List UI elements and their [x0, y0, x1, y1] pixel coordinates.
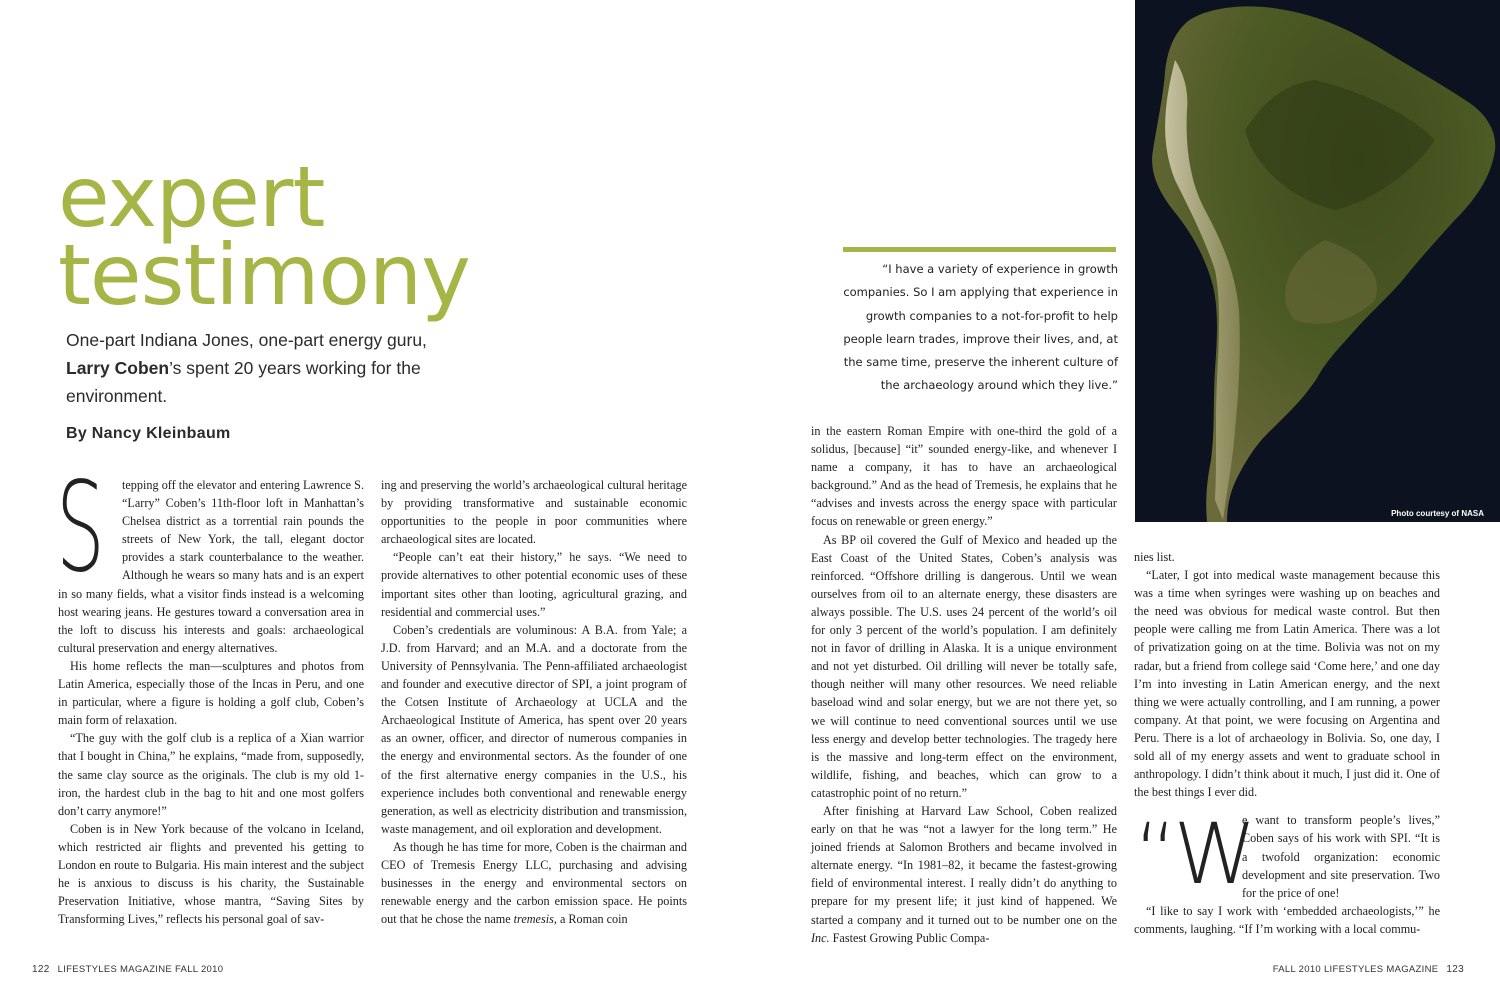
footer-text: LIFESTYLES MAGAZINE FALL 2010	[57, 964, 224, 975]
page-number: 123	[1446, 964, 1464, 975]
paragraph: “W e want to transform people’s lives,” Coben says of his work with SPI. “It is a twofold organization: economic development and site preservation. Two for the price of one!	[1134, 805, 1440, 904]
drop-cap-quote: “W	[1134, 805, 1253, 904]
paragraph: Coben is in New York because of the volcano in Iceland, which restricted air flights and prevented his getting to London en route to Bulgaria. His main interest and the subject he is anxious to discuss is his charity, the Sustainable Preservation Initiative, whose mantra, “Saving Sites by Transforming Lives,” reflects his personal goal of sav-	[58, 821, 364, 927]
footer-right	[1273, 964, 1464, 975]
footer-text: FALL 2010 LIFESTYLES MAGAZINE	[1272, 964, 1439, 975]
paragraph: As though he has time for more, Coben is the chairman and CEO of Tremesis Energy LLC, purchasing and advising businesses in the energy and environmental sectors on renewable energy and the carbon emission space. He points out that he chose the name tremesis, a Roman coin	[381, 839, 687, 927]
south-america-satellite-photo	[1135, 0, 1500, 522]
paragraph: in the eastern Roman Empire with one-third the gold of a solidus, [because] “it” sounded energy-like, and whenever I name a company, it has to have an archaeological background.” And as the head of Tremesis, he explains that he “advises and invests across the energy space with particular focus on renewable or green energy.”	[811, 424, 1117, 529]
deck-subtitle: One-part Indiana Jones, one-part energy guru, Larry Coben’s spent 20 years working for the environment.	[66, 330, 427, 406]
headline-line-1: expert	[58, 148, 325, 246]
page-number: 122	[32, 964, 50, 975]
paragraph: “The guy with the golf club is a replica of a Xian warrior that I bought in China,” he explains, “made from, supposedly, the same clay source as the originals. The club is my old 1-iron, the hardest club in the bag to hit and one most golfers don’t carry anymore!”	[58, 731, 364, 818]
paragraph: His home reflects the man—sculptures and photos from Latin America, especially those of the Incas in Peru, and one in particular, where a figure is holding a golf club, Coben’s main form of relaxation.	[58, 658, 364, 728]
article-column-3	[811, 422, 1117, 947]
headline	[58, 148, 470, 324]
pull-quote: “I have a variety of experience in growth companies. So I am applying that experience in growth companies to a not-for-profit to help people learn trades, improve their lives, and, at the same time, preserve the inherent culture of the archaeology around which they live.”	[843, 262, 1118, 393]
deck-name: Larry Coben	[66, 358, 170, 378]
drop-cap: S	[56, 456, 105, 600]
headline-line-2: testimony	[58, 226, 470, 324]
article-column-1	[56, 456, 364, 928]
article-column-2	[381, 476, 687, 928]
article-column-4	[1134, 548, 1440, 938]
footer-left	[32, 964, 223, 975]
south-america-map-image	[1135, 0, 1500, 522]
byline: By Nancy Kleinbaum	[66, 425, 231, 442]
paragraph: After finishing at Harvard Law School, Coben realized early on that he was “not a lawyer for the long term.” He joined friends at Salomon Brothers and became involved in alternate energy. “In 1981–82, it became the fastest-growing field of environmental interest. I really didn’t do anything to prepare for my present life; it just kind of happened. We started a company and it turned out to be number one on the Inc. Fastest Growing Public Compa-	[811, 803, 1117, 945]
paragraph: As BP oil covered the Gulf of Mexico and headed up the East Coast of the United States, Coben’s analysis was reinforced. “Offshore drilling is dangerous. Until we wean ourselves from oil to an alternate energy, these disasters are always possible. The U.S. uses 24 percent of the world’s oil for only 3 percent of the world’s population. I am definitely not in favor of drilling in Alaska. It is a unique environment and not yet disturbed. Oil drilling will never be totally safe, though neither will many other resources. We need reliable baseload wind and solar energy, but we are not there yet, so we will continue to need conventional sources until we use less energy and develop better technologies. The tragedy here is the massive and long-term effect on the environment, wildlife, fishing, and beaches, which can grow to a catastrophic point of no return.”	[811, 532, 1117, 800]
pull-quote-rule	[843, 247, 1116, 252]
paragraph: nies list.	[1134, 550, 1175, 564]
paragraph: “I like to say I work with ‘embedded archaeologists,’” he comments, laughing. “If I’m working with a local commu-	[1134, 903, 1440, 936]
paragraph: “People can’t eat their history,” he says. “We need to provide alternatives to other potential economic uses of these important sites other than looting, agricultural grazing, and residential and commercial uses.”	[381, 550, 687, 619]
paragraph: “Later, I got into medical waste management because this was a time when syringes were washing up on beaches and the need was obvious for medical waste control. But then people were calling me from Latin America. There was a lot of privatization going on at the time. Bolivia was not on my radar, but a friend from college said ‘Come here,’ and one day I’m into investing in Latin American energy, and the next thing we were actually controlling, and I am running, a power company. At that point, we were focusing on Argentina and Peru. There is a lot of archaeology in Bolivia. So, one day, I sold all of my energy assets and went to graduate school in anthropology. I didn’t think about it much, I just did it. One of the best things I ever did.	[1134, 568, 1440, 800]
photo-credit: Photo courtesy of NASA	[1391, 509, 1484, 518]
paragraph: Coben’s credentials are voluminous: A B.A. from Yale; a J.D. from Harvard; and an M.A. and a doctorate from the University of Pennsylvania. The Penn-affiliated archaeologist and founder and executive director of SPI, a joint program of the Cotsen Institute of Archaeology at UCLA and the Archaeological Institute of America, has spent over 20 years as an owner, officer, and director of numerous companies in the energy and environmental sectors. As the founder of one of the first alternative energy companies in the U.S., his experience includes both conventional and renewable energy generation, as well as electricity distribution and transmission, waste management, and oil exploration and development.	[381, 622, 687, 836]
paragraph: ing and preserving the world’s archaeological cultural heritage by providing transformative and sustainable economic opportunities to the people in poor communities where archaeological sites are located.	[381, 478, 687, 547]
paragraph: S tepping off the elevator and entering Lawrence S. “Larry” Coben’s 11th-floor loft in Manhattan’s Chelsea district as a torrential rain pounds the streets of New York, the tall, elegant doctor provides a stark counterbalance to the weather. Although he wears so many hats and is an expert in so many fields, what a visitor finds instead is a welcoming host wearing jeans. He gestures toward a conversation area in the loft to discuss his interests and goals: archaeological cultural preservation and energy alternatives.	[56, 456, 364, 655]
